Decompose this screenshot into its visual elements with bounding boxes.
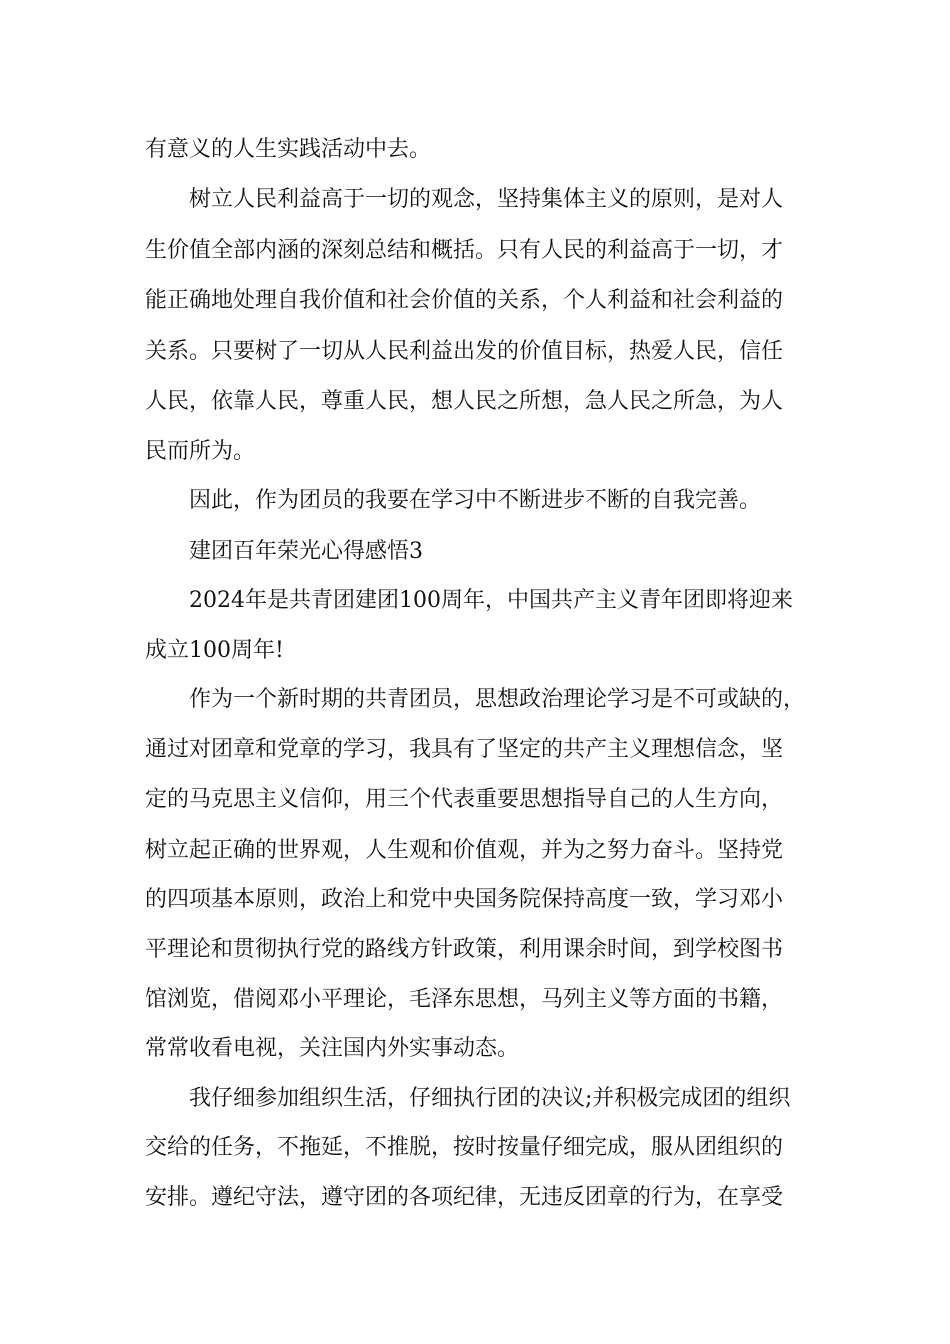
text-line: 关系。只要树了一切从人民利益出发的价值目标，热爱人民，信任 bbox=[145, 339, 784, 364]
text-line: 树立人民利益高于一切的观念，坚持集体主义的原则，是对人 bbox=[189, 187, 784, 212]
text-line: 常常收看电视，关注国内外实事动态。 bbox=[145, 1036, 520, 1061]
text-line: 馆浏览，借阅邓小平理论，毛泽东思想，马列主义等方面的书籍， bbox=[145, 987, 784, 1012]
text-line: 生价值全部内涵的深刻总结和概括。只有人民的利益高于一切，才 bbox=[145, 238, 784, 263]
text-line: 2024年是共青团建团100周年，中国共产主义青年团即将迎来 bbox=[189, 588, 793, 613]
text-line: 安排。遵纪守法，遵守团的各项纪律，无违反团章的行为，在享受 bbox=[145, 1185, 784, 1210]
text-line: 树立起正确的世界观，人生观和价值观，并为之努力奋斗。坚持党 bbox=[145, 838, 784, 863]
text-line: 因此，作为团员的我要在学习中不断进步不断的自我完善。 bbox=[189, 488, 762, 513]
text-line: 我仔细参加组织生活，仔细执行团的决议;并积极完成团的组织 bbox=[189, 1086, 791, 1111]
section-heading: 建团百年荣光心得感悟3 bbox=[189, 539, 423, 564]
text-line: 通过对团章和党章的学习，我具有了坚定的共产主义理想信念，坚 bbox=[145, 737, 784, 762]
text-line: 成立100周年! bbox=[145, 638, 284, 663]
text-line: 民而所为。 bbox=[145, 439, 256, 464]
text-line: 的四项基本原则，政治上和党中央国务院保持高度一致，学习邓小 bbox=[145, 887, 784, 912]
text-line: 定的马克思主义信仰，用三个代表重要思想指导自己的人生方向， bbox=[145, 787, 784, 812]
text-line: 有意义的人生实践活动中去。 bbox=[145, 137, 432, 162]
text-line: 人民，依靠人民，尊重人民，想人民之所想，急人民之所急，为人 bbox=[145, 389, 784, 414]
text-line: 平理论和贯彻执行党的路线方针政策，利用课余时间，到学校图书 bbox=[145, 937, 784, 962]
text-line: 能正确地处理自我价值和社会价值的关系，个人利益和社会利益的 bbox=[145, 288, 784, 313]
text-line: 作为一个新时期的共青团员，思想政治理论学习是不可或缺的， bbox=[189, 687, 806, 712]
text-line: 交给的任务，不拖延，不推脱，按时按量仔细完成，服从团组织的 bbox=[145, 1135, 784, 1160]
